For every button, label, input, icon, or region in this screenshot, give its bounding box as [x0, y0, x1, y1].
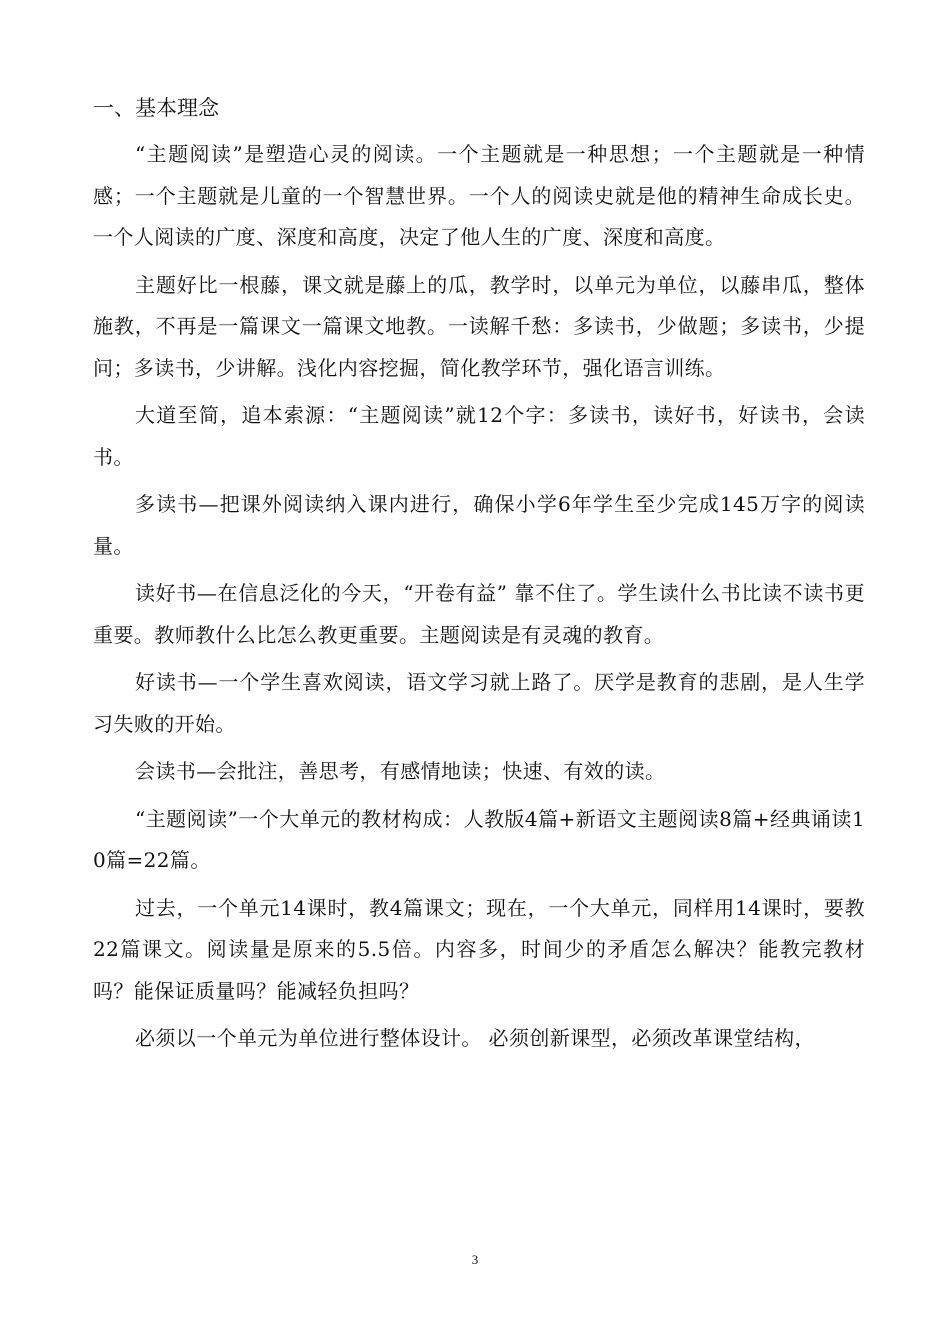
paragraph-5: 读好书—在信息泛化的今天，“开卷有益” 靠不住了。学生读什么书比读不读书更重要。教师教什么比怎么教更重要。主题阅读是有灵魂的教育。: [93, 581, 865, 647]
paragraph-1: “主题阅读”是塑造心灵的阅读。一个主题就是一种思想；一个主题就是一种情感；一个主题就是儿童的一个智慧世界。一个人的阅读史就是他的精神生命成长史。一个人阅读的广度、深度和高度，决定了他人生的广度、深度和高度。: [93, 142, 865, 249]
paragraph-9: 过去，一个单元14课时，教4篇课文；现在，一个大单元，同样用14课时，要教22篇课文。阅读量是原来的5.5倍。内容多，时间少的矛盾怎么解决？能教完教材吗？能保证质量吗？能减轻负担吗？: [93, 895, 865, 1003]
paragraph-7: 会读书—会批注，善思考，有感情地读；快速、有效的读。: [135, 759, 666, 783]
section-heading: 一、基本理念: [93, 96, 219, 120]
paragraph-10: 必须以一个单元为单位进行整体设计。 必须创新课型，必须改革课堂结构，: [135, 1026, 815, 1050]
document-body: [93, 88, 865, 1066]
page-number: 3: [471, 1252, 479, 1267]
paragraph-6: 好读书—一个学生喜欢阅读，语文学习就上路了。厌学是教育的悲剧，是人生学习失败的开始。: [93, 670, 865, 736]
paragraph-3: 大道至简，追本索源：“主题阅读”就12个字：多读书，读好书，好读书，会读书。: [93, 403, 865, 469]
paragraph-4: 多读书—把课外阅读纳入课内进行，确保小学6年学生至少完成145万字的阅读量。: [93, 492, 865, 558]
paragraph-8: “主题阅读”一个大单元的教材构成：人教版4篇+新语文主题阅读8篇+经典诵读10篇=22篇。: [93, 806, 865, 872]
paragraph-2: 主题好比一根藤，课文就是藤上的瓜，教学时，以单元为单位，以藤串瓜，整体施教，不再是一篇课文一篇课文地教。一读解千愁：多读书，少做题；多读书，少提问；多读书，少讲解。浅化内容挖掘，简化教学环节，强化语言训练。: [93, 272, 865, 380]
